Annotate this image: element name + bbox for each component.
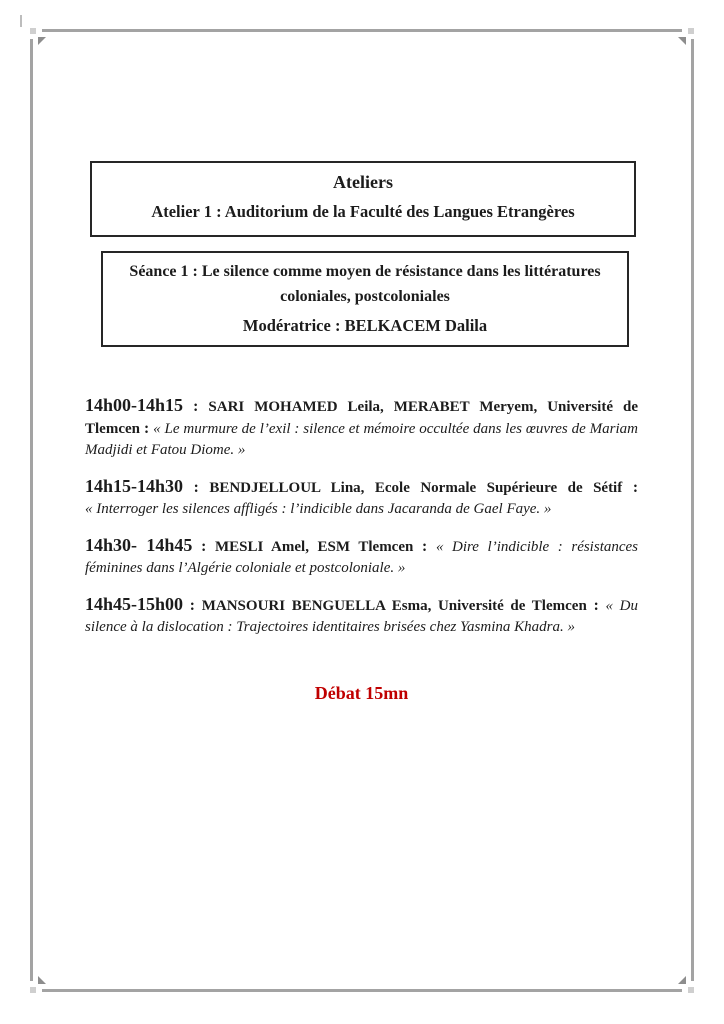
debate-label: Débat 15mn: [314, 683, 409, 703]
entry-separator: :: [139, 420, 154, 437]
entry-time: 14h15-14h30: [85, 476, 184, 496]
entry-speakers: MESLI Amel, ESM Tlemcen: [214, 539, 414, 555]
entry-speakers: MANSOURI BENGUELLA Esma, Université de Tlemcen: [201, 598, 587, 614]
corner-square-icon: [30, 28, 36, 34]
program-entry: [85, 594, 638, 638]
border-right-line: [691, 39, 694, 981]
entry-separator: :: [413, 538, 436, 555]
entry-time: 14h45-15h00: [85, 594, 184, 614]
corner-triangle-icon: [678, 976, 686, 984]
corner-square-icon: [688, 987, 694, 993]
corner-triangle-icon: [38, 976, 46, 984]
border-top-line: [42, 29, 682, 32]
corner-square-icon: [30, 987, 36, 993]
entry-separator: :: [622, 479, 638, 496]
seance-box: [101, 251, 629, 347]
corner-square-icon: [688, 28, 694, 34]
entry-time: 14h30- 14h45: [85, 535, 193, 555]
program-entry: [85, 476, 638, 520]
entry-separator: :: [192, 538, 215, 555]
entry-talk-title: « Du silence à la dislocation : Trajectoires identitaires brisées chez Yasmina Khadra. »: [85, 598, 638, 635]
border-left-line: [30, 39, 33, 981]
corner-triangle-icon: [678, 37, 686, 45]
program-entry: [85, 535, 638, 579]
entry-separator: :: [183, 398, 209, 415]
atelier-1-location: Atelier 1 : Auditorium de la Faculté des Langues Etrangères: [151, 202, 575, 221]
entry-talk-title: « Interroger les silences affligés : l’indicible dans Jacaranda de Gael Faye. »: [85, 501, 552, 517]
ateliers-title: Ateliers: [333, 172, 393, 192]
entry-separator: :: [183, 597, 202, 614]
seance-title: Séance 1 : Le silence comme moyen de résistance dans les littératures coloniales, postcoloniales: [129, 263, 601, 305]
seance-moderator: Modératrice : BELKACEM Dalila: [242, 316, 488, 335]
border-bottom-line: [42, 989, 682, 992]
scan-artifact-mark: [20, 15, 22, 27]
entry-talk-title: « Dire l’indicible : résistances féminines dans l’Algérie coloniale et postcoloniale. »: [85, 539, 639, 576]
program-entry: [85, 395, 638, 461]
program-entries: [85, 395, 638, 653]
entry-talk-title: « Le murmure de l’exil : silence et mémoire occultée dans les œuvres de Mariam Madjidi et Fatou Diome. »: [85, 421, 638, 458]
corner-triangle-icon: [38, 37, 46, 45]
entry-speakers: BENDJELLOUL Lina, Ecole Normale Supérieure de Sétif: [209, 480, 623, 496]
entry-time: 14h00-14h15: [85, 395, 184, 415]
entry-separator: :: [183, 479, 210, 496]
ateliers-box: [90, 161, 636, 237]
entry-separator: :: [586, 597, 606, 614]
entry-speakers: SARI MOHAMED Leila, MERABET Meryem, Université de Tlemcen: [85, 399, 638, 437]
